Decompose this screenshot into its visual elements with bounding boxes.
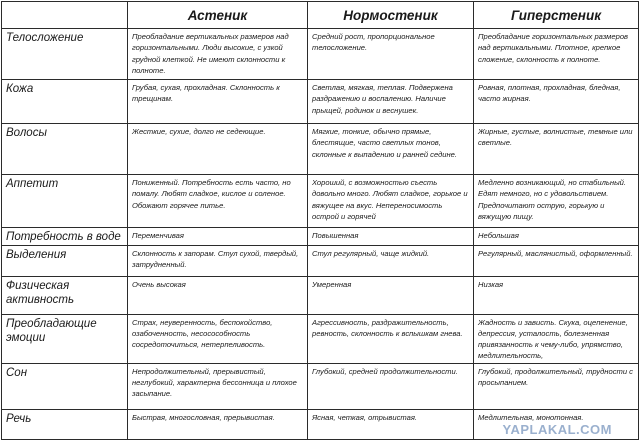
cell-giperstenik: Небольшая: [474, 228, 639, 246]
cell-giperstenik: Жирные, густые, волнистые, темные или светлые.: [474, 124, 639, 175]
table-row: [2, 228, 639, 246]
cell-astenik: Переменчивая: [128, 228, 308, 246]
cell-astenik: Очень высокая: [128, 276, 308, 314]
cell-giperstenik: Преобладание горизонтальных размеров над вертикальными. Плотное, крепкое сложение, склонность к полноте.: [474, 29, 639, 80]
row-param: Физическая активность: [2, 276, 128, 314]
row-param: Телосложение: [2, 29, 128, 80]
table-row: [2, 175, 639, 228]
cell-normostenik: Светлая, мягкая, теплая. Подвержена раздражению и воспалению. Наличие прыщей, родинок и веснушек.: [308, 80, 474, 124]
table-row: [2, 363, 639, 409]
row-param: Аппетит: [2, 175, 128, 228]
cell-normostenik: Повышенная: [308, 228, 474, 246]
cell-normostenik: Хороший, с возможностью съесть довольно много. Любят сладкое, горькое и вяжущее на вкус. Непереносимость острой и горячей: [308, 175, 474, 228]
table-row: [2, 314, 639, 363]
row-param: Сон: [2, 363, 128, 409]
table-row: [2, 124, 639, 175]
row-param: Волосы: [2, 124, 128, 175]
header-corner: [2, 2, 128, 29]
table-row: [2, 245, 639, 276]
cell-giperstenik: Глубокий, продолжительный, трудности с просыпанием.: [474, 363, 639, 409]
row-param: Преобладающие эмоции: [2, 314, 128, 363]
cell-astenik: Грубая, сухая, прохладная. Склонность к трещинам.: [128, 80, 308, 124]
cell-astenik: Быстрая, многословная, прерывистая.: [128, 409, 308, 439]
cell-astenik: Преобладание вертикальных размеров над горизонтальными. Люди высокие, с узкой грудной клеткой. Не имеют склонности к полноте.: [128, 29, 308, 80]
cell-astenik: Склонность к запорам. Стул сухой, твердый, затрудненный.: [128, 245, 308, 276]
table-row: [2, 29, 639, 80]
header-normostenik: Нормостеник: [308, 2, 474, 29]
cell-astenik: Пониженный. Потребность есть часто, но помалу. Любят сладкое, кислое и соленое. Обожают горячее питье.: [128, 175, 308, 228]
cell-normostenik: Глубокий, средней продолжительности.: [308, 363, 474, 409]
header-astenik: Астеник: [128, 2, 308, 29]
row-param: Выделения: [2, 245, 128, 276]
cell-astenik: Жесткие, сухие, долго не седеющие.: [128, 124, 308, 175]
cell-normostenik: Умеренная: [308, 276, 474, 314]
table-row: [2, 80, 639, 124]
table-row: [2, 276, 639, 314]
cell-normostenik: Агрессивность, раздражительность, ревность, склонность к вспышкам гнева.: [308, 314, 474, 363]
header-row: [2, 2, 639, 29]
cell-normostenik: Средний рост, пропорциональное телосложение.: [308, 29, 474, 80]
row-param: Речь: [2, 409, 128, 439]
row-param: Потребность в воде: [2, 228, 128, 246]
cell-giperstenik: Жадность и зависть. Скука, оцепенение, депрессия, усталость, болезненная привязанность к чему-либо, упрямство, медлительность,: [474, 314, 639, 363]
site-watermark: YAPLAKAL.COM: [502, 422, 612, 437]
header-giperstenik: Гиперстеник: [474, 2, 639, 29]
row-param: Кожа: [2, 80, 128, 124]
cell-normostenik: Мягкие, тонкие, обычно прямые, блестящие, часто светлых тонов, склонные к выпадению и ранней седине.: [308, 124, 474, 175]
cell-giperstenik: Низкая: [474, 276, 639, 314]
cell-giperstenik: Медлительная, монотонная.: [474, 409, 639, 439]
cell-normostenik: Ясная, четкая, отрывистая.: [308, 409, 474, 439]
constitution-comparison-table: [1, 1, 639, 440]
cell-astenik: Страх, неуверенность, беспокойство, озабоченность, несосособность сосредоточиться, нетерпеливость.: [128, 314, 308, 363]
cell-astenik: Непродолжительный, прерывистый, неглубокий, характерна бессонница и плохое засыпание.: [128, 363, 308, 409]
cell-giperstenik: Ровная, плотная, прохладная, бледная, часто жирная.: [474, 80, 639, 124]
cell-giperstenik: Регулярный, маслянистый, оформленный.: [474, 245, 639, 276]
cell-normostenik: Стул регулярный, чаще жидкий.: [308, 245, 474, 276]
cell-giperstenik: Медленно возникающий, но стабильный. Едят немного, но с удовольствием. Предпочитают острую, горькую и вяжущую пищу.: [474, 175, 639, 228]
